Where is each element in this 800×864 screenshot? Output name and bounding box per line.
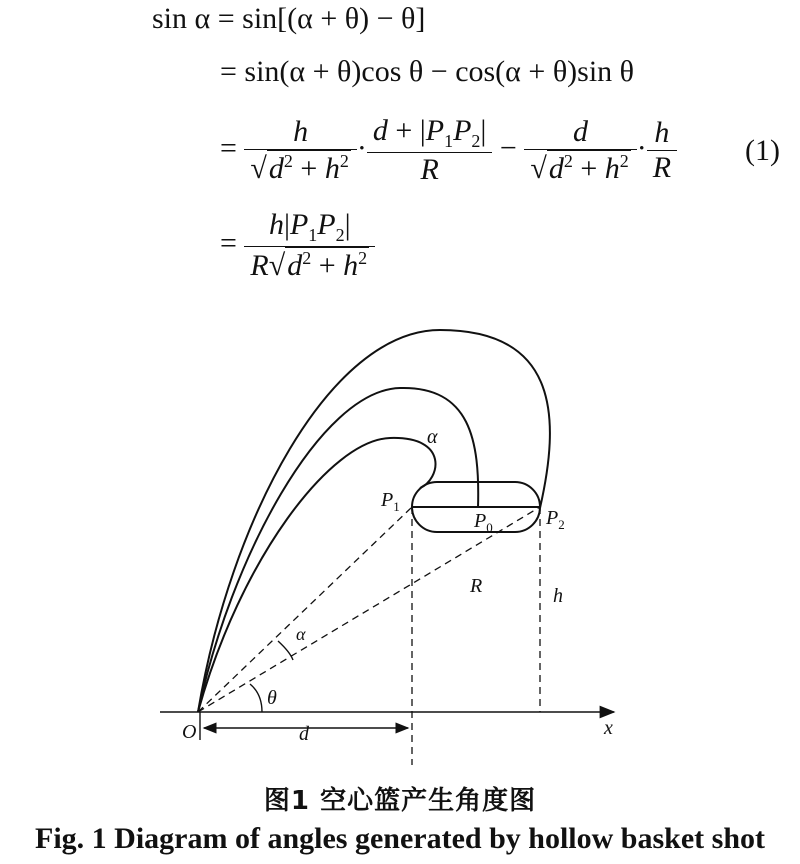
label-theta: θ xyxy=(267,687,277,709)
equation-line-2-text: = sin(α + θ)cos θ − cos(α + θ)sin θ xyxy=(220,55,635,88)
fraction-h-over-root: $\frac{h}{√d^2 + h^2}$ xyxy=(244,115,356,186)
equation-number-text: (1) xyxy=(745,134,780,167)
label-R: R xyxy=(470,575,483,597)
caption-english: Fig. 1 Diagram of angles generated by hollow basket shot xyxy=(35,822,765,855)
caption-chinese: 图1 空心篮产生角度图 xyxy=(263,786,537,816)
equation-line-3: = $\frac{h}{√d^2 + h^2}$ · $\frac{d + |P_1P_2|}{R}$ − $\frac{d}{√d^2 + h^2}$ · $\frac{h}{R}$ xyxy=(220,114,677,187)
angle-theta-arc xyxy=(250,684,262,712)
label-h: h xyxy=(553,585,563,607)
fraction-d-plus-p1p2-over-r: $\frac{d + |P_1P_2|}{R}$ xyxy=(367,114,493,187)
equation-line-4: = $\frac{h|P_1P_2|}{R√d^2 + h^2}$ xyxy=(220,208,375,283)
dashed-op2 xyxy=(198,507,540,712)
label-p1: $P_1$ xyxy=(381,489,400,514)
label-origin: O xyxy=(182,721,197,743)
label-alpha-angle: α xyxy=(296,624,306,644)
label-p2: $P_2$ xyxy=(546,507,565,532)
dashed-op1 xyxy=(198,507,412,712)
label-p0: $P_0$ xyxy=(474,510,493,535)
trajectory-outer xyxy=(198,330,550,712)
fraction-d-over-root: $\frac{d}{√d^2 + h^2}$ xyxy=(524,115,636,186)
fraction-final: $\frac{h|P_1P_2|}{R√d^2 + h^2}$ xyxy=(244,208,375,283)
angle-alpha-arc xyxy=(278,641,293,660)
label-x: x xyxy=(604,717,613,739)
label-d: d xyxy=(299,723,309,745)
equation-line-1-text: sin α = sin[(α + θ) − θ] xyxy=(152,2,426,35)
fraction-h-over-r: $\frac{h}{R}$ xyxy=(647,116,677,185)
label-alpha-top: α xyxy=(427,426,438,448)
